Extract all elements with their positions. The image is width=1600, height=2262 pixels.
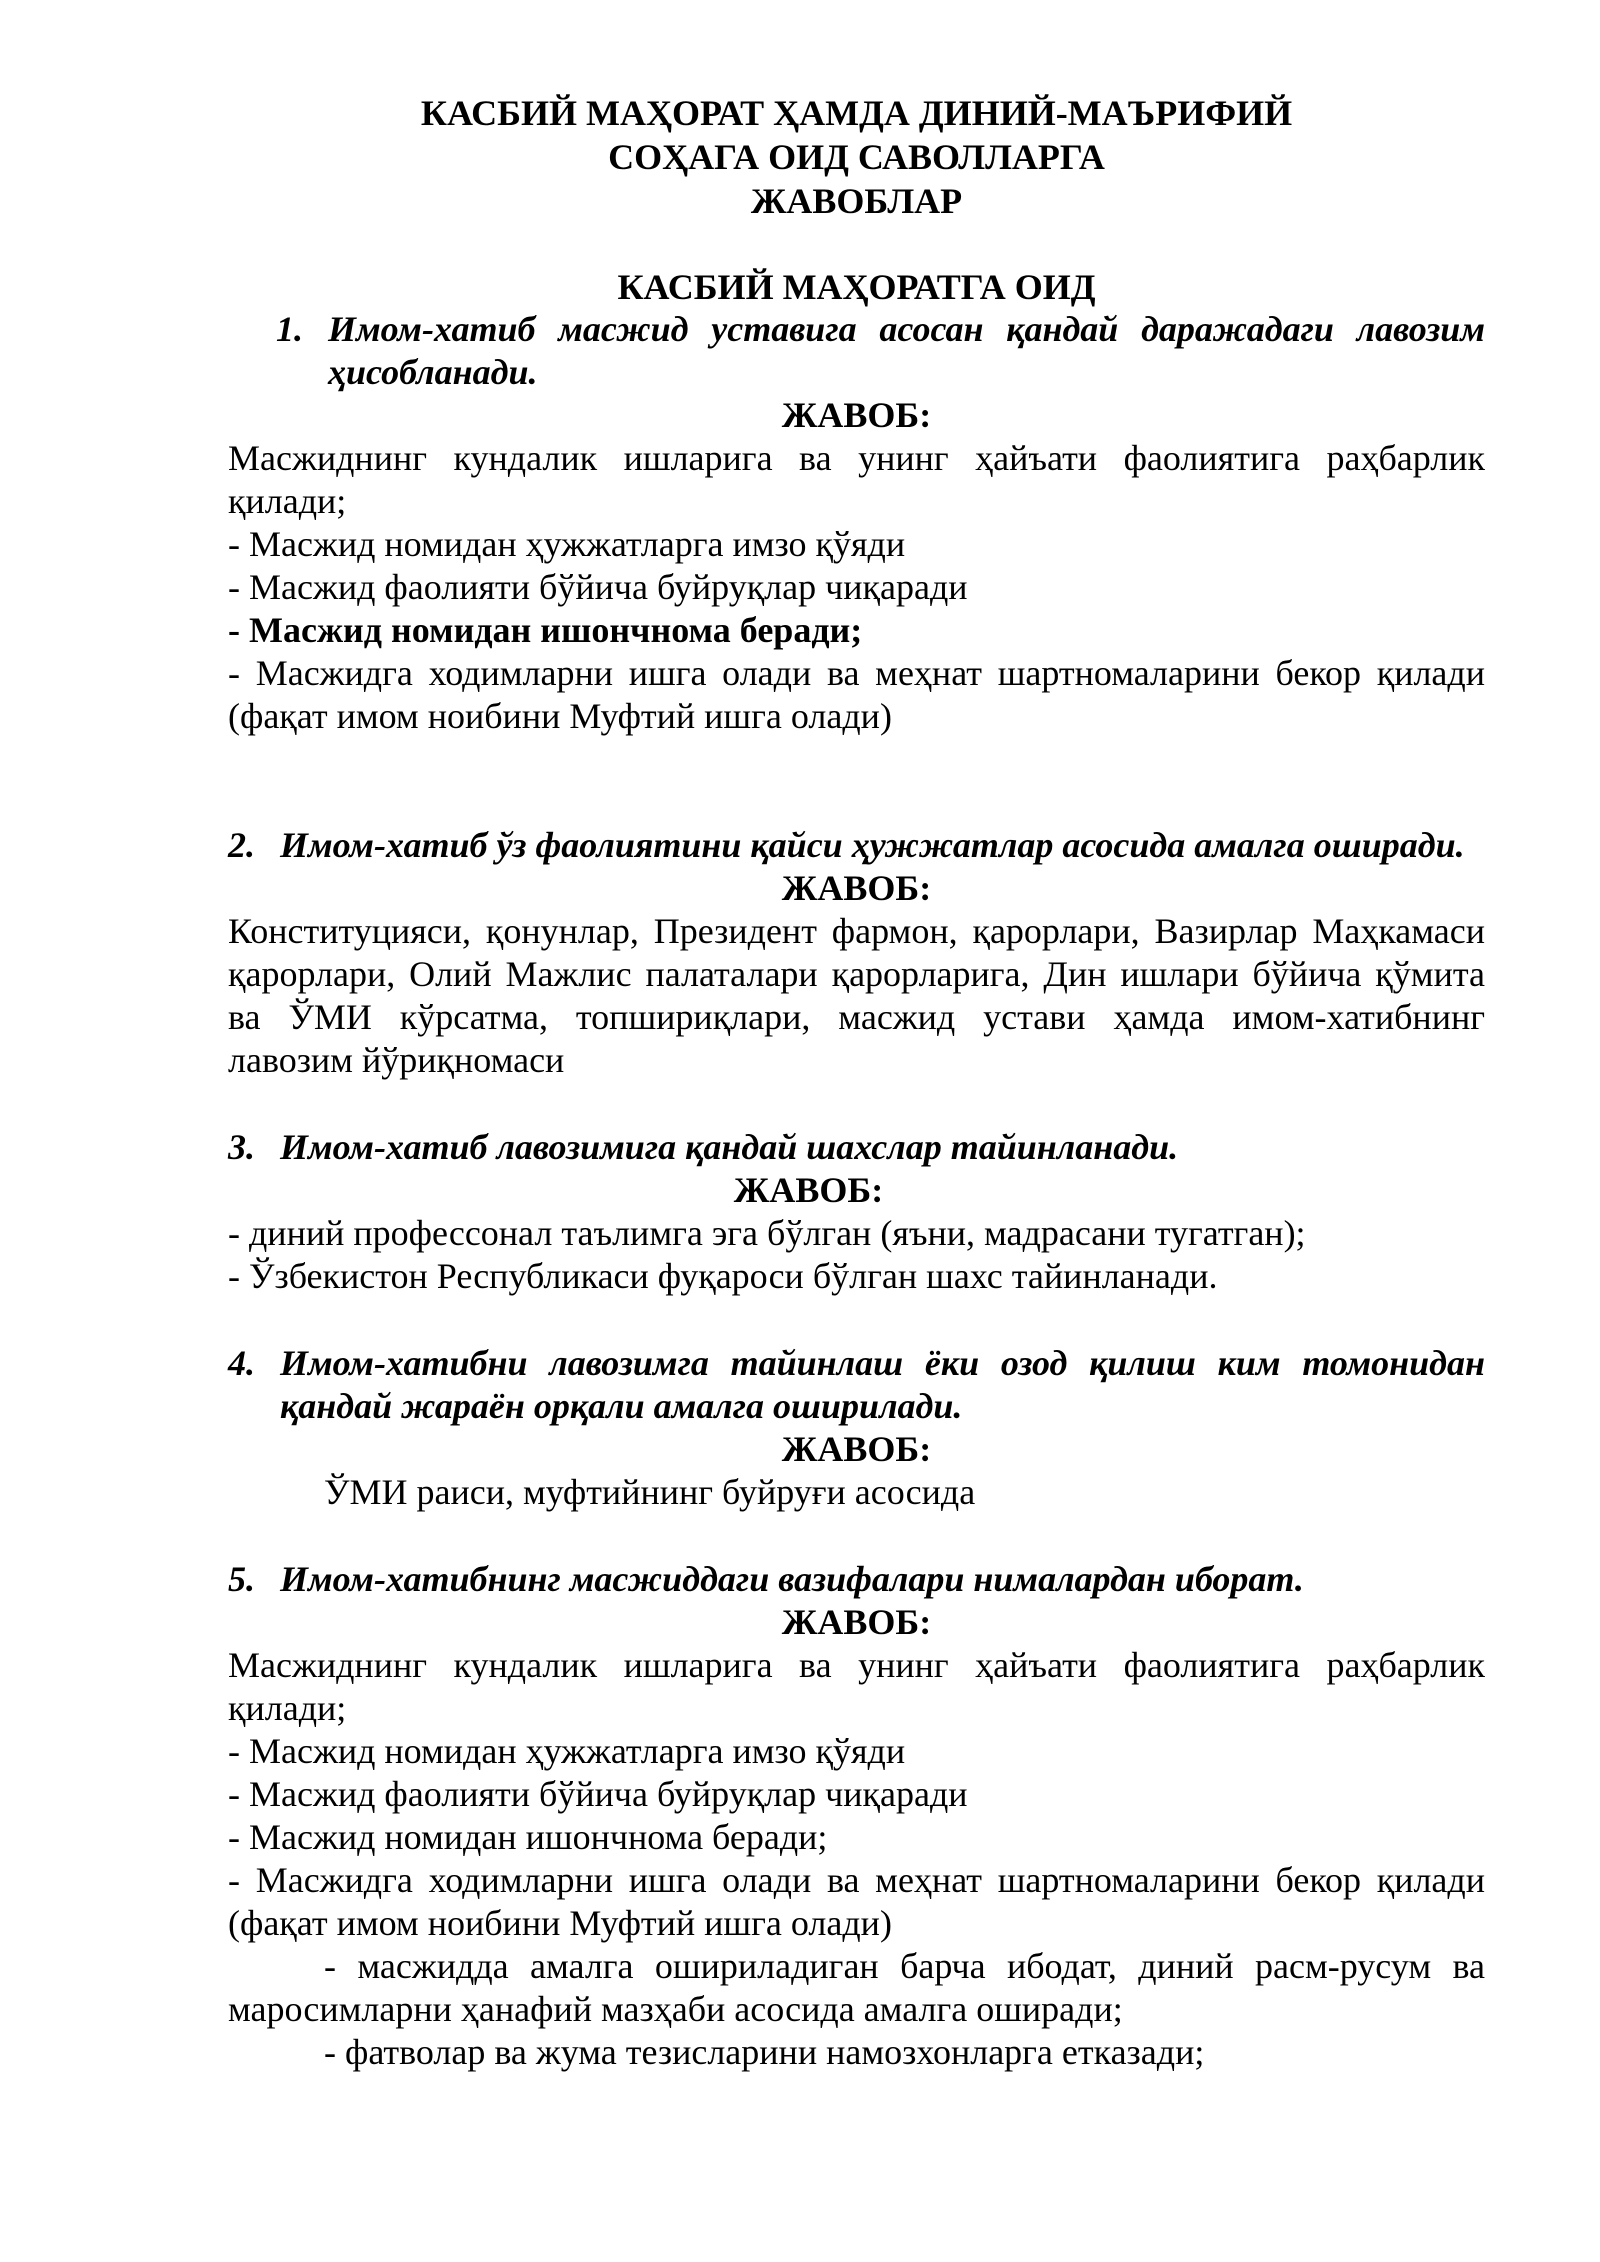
- answer-text: Конституцияси, қонунлар, Президент фармон, қарорлари, Вазирлар Маҳкамаси қарорлари, Олий Мажлис палаталари қарорларига, Дин ишлари бўйича қўмита ва ЎМИ кўрсатма, топшириқлари, масжид устави ҳамда имом-хатибнинг лавозим йўриқномаси: [228, 911, 1485, 1080]
- question-number: 1.: [276, 309, 303, 349]
- question-number: 4.: [228, 1343, 255, 1383]
- question-4: [228, 1342, 1485, 1428]
- question-number: 5.: [228, 1559, 255, 1599]
- answer-item: - Масжид номидан ишончнома беради;: [228, 1817, 828, 1857]
- header-line-2: СОҲАГА ОИД САВОЛЛАРГА: [608, 137, 1105, 177]
- question-text: Имом-хатиб ўз фаолиятини қайси ҳужжатлар асосида амалга оширади.: [280, 825, 1465, 865]
- answer-item: - Масжидга ходимларни ишга олади ва меҳнат шартномаларини бекор қилади (фақат имом ноибини Муфтий ишга олади): [228, 653, 1485, 736]
- answer-text: ЎМИ раиси, муфтийнинг буйруғи асосида: [324, 1472, 976, 1512]
- answer-label: ЖАВОБ:: [781, 395, 932, 435]
- question-2: [228, 824, 1485, 867]
- question-number: 2.: [228, 825, 255, 865]
- header-line-1: КАСБИЙ МАҲОРАТ ҲАМДА ДИНИЙ-МАЪРИФИЙ: [420, 93, 1293, 133]
- header-line-3: ЖАВОБЛАР: [750, 181, 963, 221]
- answer-item: - Масжид номидан ишончнома беради;: [228, 610, 863, 650]
- answer-intro: Масжиднинг кундалик ишларига ва унинг ҳайъати фаолиятига раҳбарлик қилади;: [228, 438, 1485, 521]
- question-text: Имом-хатиб лавозимига қандай шахслар тайинланади.: [280, 1127, 1179, 1167]
- question-1: [276, 308, 1485, 394]
- question-number: 3.: [228, 1127, 255, 1167]
- question-text: Имом-хатиб масжид уставига асосан қандай даражадаги лавозим ҳисобланади.: [328, 309, 1485, 392]
- answer-label: ЖАВОБ:: [781, 1602, 932, 1642]
- question-text: Имом-хатибнинг масжиддаги вазифалари нималардан иборат.: [280, 1559, 1304, 1599]
- document-header: [228, 92, 1485, 224]
- question-5: [228, 1558, 1485, 1601]
- answer-item: - Масжид номидан ҳужжатларга имзо қўяди: [228, 1731, 906, 1771]
- question-text: Имом-хатибни лавозимга тайинлаш ёки озод қилиш ким томонидан қандай жараён орқали амалга оширилади.: [280, 1343, 1485, 1426]
- answer-item: - Масжид фаолияти бўйича буйруқлар чиқаради: [228, 567, 968, 607]
- answer-item: - Ўзбекистон Республикаси фуқароси бўлган шахс тайинланади.: [228, 1256, 1218, 1296]
- question-3: [228, 1126, 1485, 1169]
- answer-item: - Масжид номидан ҳужжатларга имзо қўяди: [228, 524, 906, 564]
- answer-intro: Масжиднинг кундалик ишларига ва унинг ҳайъати фаолиятига раҳбарлик қилади;: [228, 1645, 1485, 1728]
- section-title: КАСБИЙ МАҲОРАТГА ОИД: [617, 267, 1096, 307]
- answer-label: ЖАВОБ:: [781, 868, 932, 908]
- answer-label: ЖАВОБ:: [733, 1170, 884, 1210]
- answer-item: - Масжид фаолияти бўйича буйруқлар чиқаради: [228, 1774, 968, 1814]
- answer-extra-item: - масжидда амалга ошириладиган барча ибодат, диний расм-русум ва маросимларни ҳанафий мазҳаби асосида амалга оширади;: [228, 1946, 1485, 2029]
- answer-item: - диний профессонал таълимга эга бўлган (яъни, мадрасани тугатган);: [228, 1213, 1306, 1253]
- answer-item: - Масжидга ходимларни ишга олади ва меҳнат шартномаларини бекор қилади (фақат имом ноибини Муфтий ишга олади): [228, 1860, 1485, 1943]
- answer-extra-item: - фатволар ва жума тезисларини намозхонларга етказади;: [324, 2032, 1205, 2072]
- answer-label: ЖАВОБ:: [781, 1429, 932, 1469]
